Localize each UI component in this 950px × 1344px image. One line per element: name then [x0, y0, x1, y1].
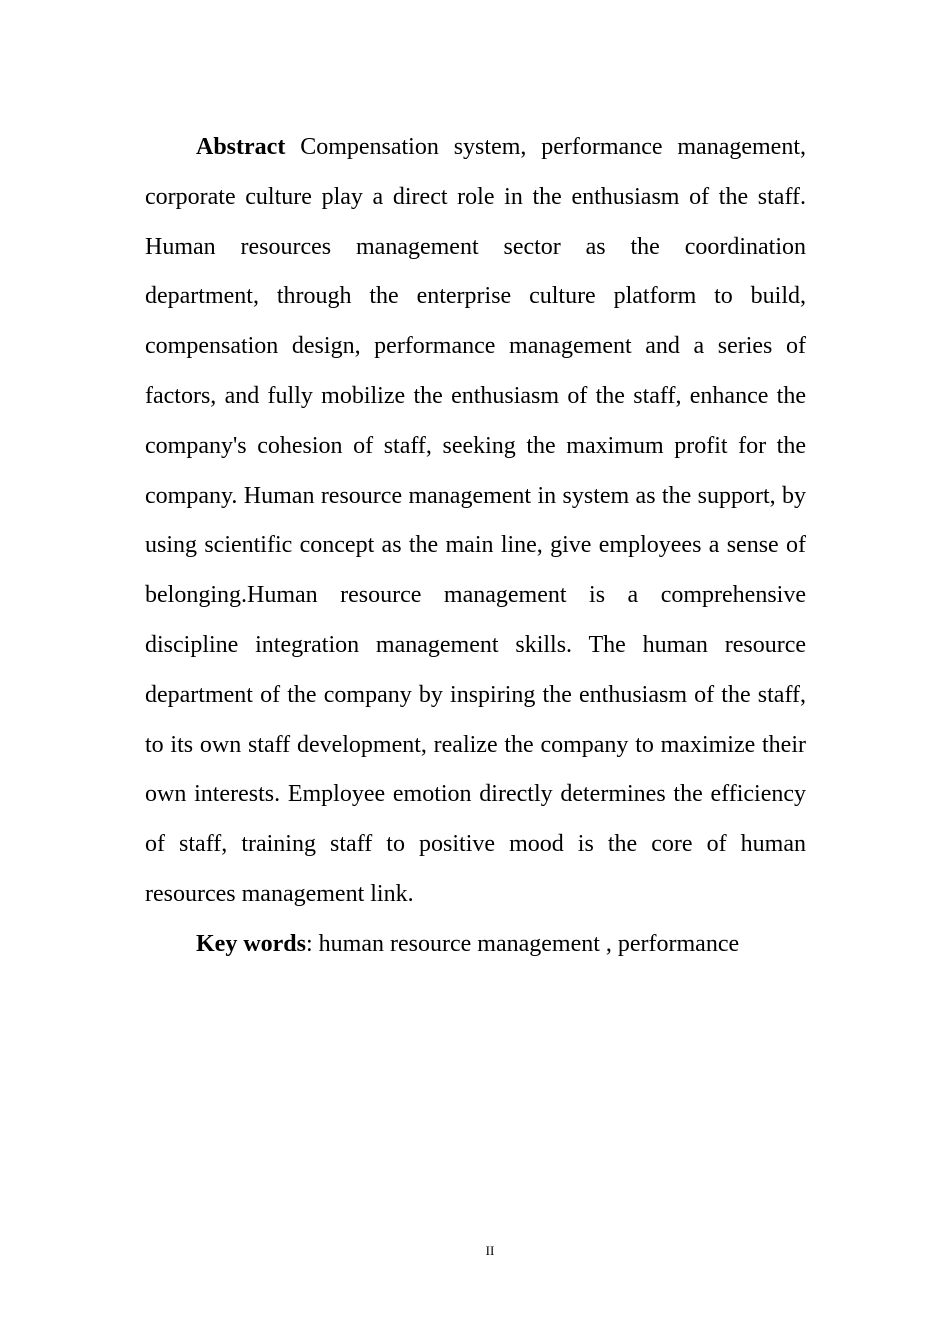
keywords-list: human resource management , performance [312, 930, 740, 957]
abstract-section [145, 123, 806, 970]
page-number: II [485, 1243, 495, 1258]
keywords-separator: : [306, 930, 313, 957]
abstract-body: Compensation system, performance management, corporate culture play a direct role in the enthusiasm of the staff. Human resources management sector as the coordination department, through the enterprise culture platform to build, compensation design, performance management and a series of factors, and fully mobilize the enthusiasm of the staff, enhance the company's cohesion of staff, seeking the maximum profit for the company. Human resource management in system as the support, by using scientific concept as the main line, give employees a sense of belonging.Human resource management is a comprehensive discipline integration management skills. The human resource department of the company by inspiring the enthusiasm of the staff, to its own staff development, realize the company to maximize their own interests. Employee emotion directly determines the efficiency of staff, training staff to positive mood is the core of human resources management link. [145, 134, 806, 907]
abstract-label: Abstract [196, 134, 286, 160]
keywords-paragraph [145, 920, 806, 970]
abstract-paragraph [145, 123, 806, 920]
keywords-label: Key words [196, 930, 306, 957]
